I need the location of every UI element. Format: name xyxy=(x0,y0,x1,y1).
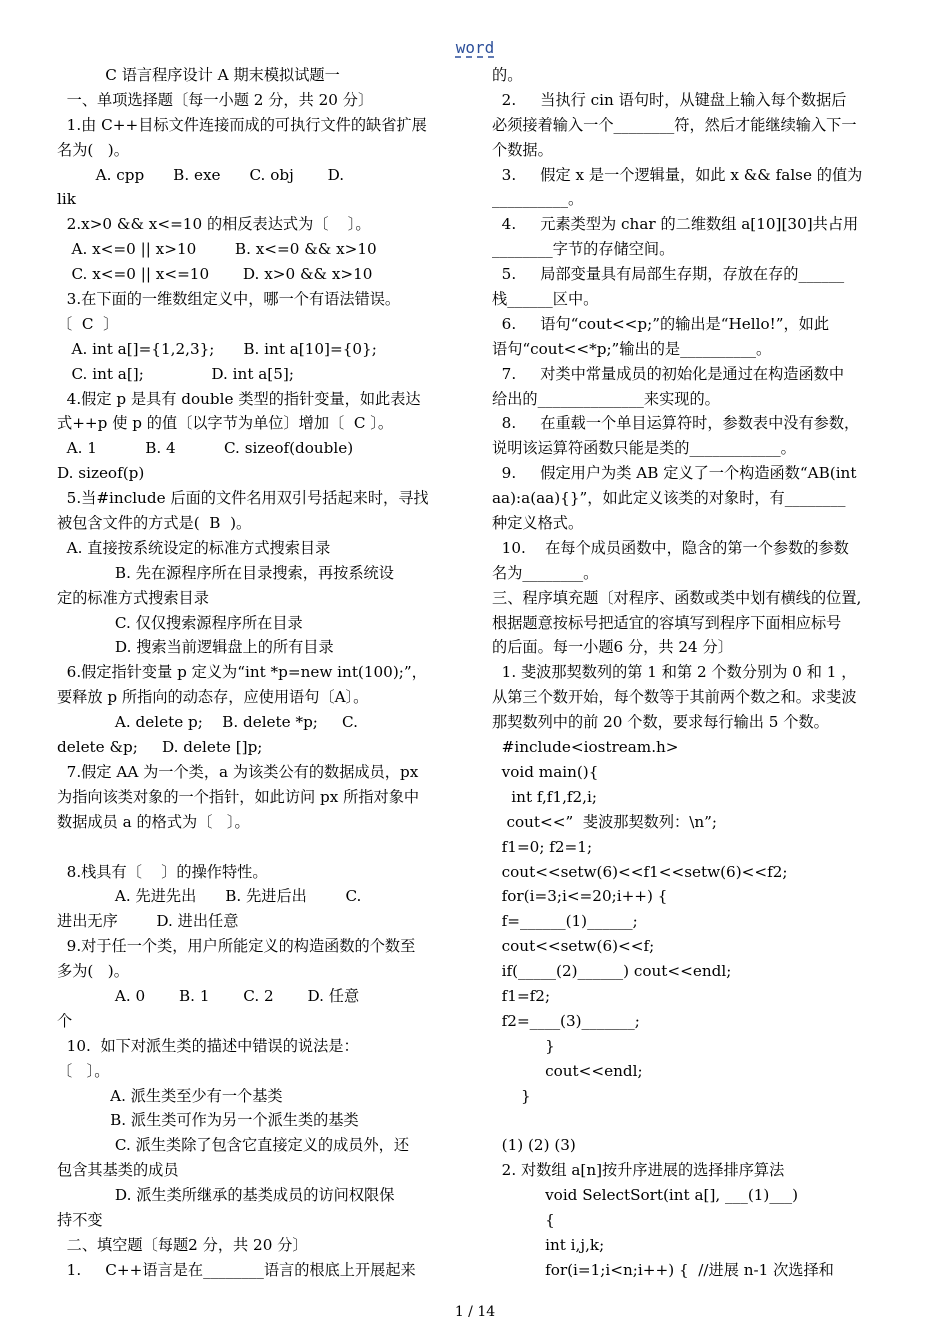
text-line: 7.假定 AA 为一个类，a 为该类公有的数据成员，px xyxy=(57,762,419,781)
text-line: A. delete p; B. delete *p; C. xyxy=(57,713,358,732)
text-line: 9.对于任一个类，用户所能定义的构造函数的个数至 xyxy=(57,937,416,956)
text-line: B. 先在源程序所在目录搜索，再按系统设 xyxy=(57,563,394,582)
text-line: 1. 斐波那契数列的第 1 和第 2 个数分别为 0 和 1 ， xyxy=(492,663,857,682)
text-line: 名为________。 xyxy=(492,563,599,582)
text-line: 从第三个数开始，每个数等于其前两个数之和。求斐波 xyxy=(492,688,857,707)
text-line: 式++p 使 p 的值〔以字节为单位〕增加〔 C 〕。 xyxy=(57,414,394,433)
text-line: A. x<=0 || x>10 B. x<=0 && x>10 xyxy=(57,240,377,259)
text-line: void main(){ xyxy=(492,762,599,781)
text-line: f2=____(3)_______; xyxy=(492,1011,640,1030)
text-line: A. 0 B. 1 C. 2 D. 任意 xyxy=(57,986,360,1005)
text-line: 6.假定指针变量 p 定义为“int *p=new int(100);”， xyxy=(57,663,427,682)
text-line: 数据成员 a 的格式为〔 〕。 xyxy=(57,812,250,831)
text-line: cout<<” 斐波那契数列：\n”; xyxy=(492,812,717,831)
text-line: cout<<setw(6)<<f; xyxy=(492,937,655,956)
text-line: delete &p; D. delete []p; xyxy=(57,738,263,757)
text-line: 个 xyxy=(57,1011,73,1030)
text-line xyxy=(492,1108,894,1133)
text-line: B. 派生类可作为另一个派生类的基类 xyxy=(57,1111,359,1130)
text-line: void SelectSort(int a[], ___(1)___) xyxy=(492,1186,799,1205)
text-line: 5. 局部变量具有局部生存期，存放在存的______ xyxy=(492,265,845,284)
text-line: 说明该运算符函数只能是类的____________。 xyxy=(492,439,796,458)
text-line: 的。 xyxy=(492,66,523,84)
text-line: 10. 在每个成员函数中，隐含的第一个参数的参数 xyxy=(492,538,849,557)
text-line: aa):a(aa){}”，如此定义该类的对象时，有________ xyxy=(492,489,846,508)
text-line: cout<<setw(6)<<f1<<setw(6)<<f2; xyxy=(492,862,788,881)
text-line: C. x<=0 || x<=10 D. x>0 && x>10 xyxy=(57,265,373,284)
text-line: 个数据。 xyxy=(492,140,553,159)
text-line: D. 派生类所继承的基类成员的访问权限保 xyxy=(57,1186,395,1205)
text-line: 必须接着输入一个________符，然后才能继续输入下一 xyxy=(492,115,857,134)
text-line: 一、单项选择题〔每一小题 2 分，共 20 分〕 xyxy=(57,90,374,109)
text-line: f1=f2; xyxy=(492,986,551,1005)
text-line: D. 搜索当前逻辑盘上的所有目录 xyxy=(57,638,334,657)
text-line: for(i=3;i<=20;i++) { xyxy=(492,887,668,906)
text-line: C. 仅仅搜索源程序所在目录 xyxy=(57,613,303,632)
text-line: A. 直接按系统设定的标准方式搜索目录 xyxy=(57,538,331,557)
text-line: 二、填空题〔每题2 分，共 20 分〕 xyxy=(57,1235,308,1254)
text-line: A. 派生类至少有一个基类 xyxy=(57,1086,283,1105)
text-line: C. 派生类除了包含它直接定义的成员外，还 xyxy=(57,1136,410,1155)
text-line: 语句“cout<<*p;”输出的是__________。 xyxy=(492,339,772,358)
text-line: 7. 对类中常量成员的初始化是通过在构造函数中 xyxy=(492,364,845,383)
right-column xyxy=(492,63,894,1283)
text-line: if(_____(2)______) cout<<endl; xyxy=(492,962,732,981)
text-line: 8.栈具有〔 〕的操作特性。 xyxy=(57,862,268,881)
text-line: for(i=1;i<n;i++) { //进展 n-1 次选择和 xyxy=(492,1260,834,1279)
text-line: f=______(1)______; xyxy=(492,912,638,931)
text-line: A. 1 B. 4 C. sizeof(double) xyxy=(57,439,354,458)
text-line: 2. 对数组 a[n]按升序进展的选择排序算法 xyxy=(492,1161,785,1180)
text-line: (1) (2) (3) xyxy=(492,1136,576,1155)
text-line: A. int a[]={1,2,3}; B. int a[10]={0}; xyxy=(57,339,377,358)
text-line: 1.由 C++目标文件连接而成的可执行文件的缺省扩展 xyxy=(57,115,427,134)
text-line: 要释放 p 所指向的动态存，应使用语句〔A〕。 xyxy=(57,688,369,707)
text-line xyxy=(57,835,461,860)
text-line: 1. C++语言是在________语言的根底上开展起来 xyxy=(57,1260,416,1279)
text-line: __________。 xyxy=(492,190,584,209)
text-line: 名为( )。 xyxy=(57,140,129,159)
text-line: 〔 C 〕 xyxy=(57,314,119,333)
text-line: D. sizeof(p) xyxy=(57,464,145,483)
text-line: 6. 语句“cout<<p;”的输出是“Hello!”，如此 xyxy=(492,314,830,333)
text-line: A. cpp B. exe C. obj D. xyxy=(57,165,345,184)
text-line: 那契数列中的前 20 个数，要求每行输出 5 个数。 xyxy=(492,713,829,732)
text-line: A. 先进先出 B. 先进后出 C. xyxy=(57,887,362,906)
text-line: 定的标准方式搜索目录 xyxy=(57,588,209,607)
text-line: 三、程序填充题〔对程序、函数或类中划有横线的位置, xyxy=(492,588,862,607)
word-link[interactable]: word xyxy=(455,38,495,57)
text-line: C. int a[]; D. int a[5]; xyxy=(57,364,294,383)
text-line: } xyxy=(492,1086,531,1105)
text-line: 为指向该类对象的一个指针，如此访问 px 所指对象中 xyxy=(57,787,420,806)
text-line: ________字节的存储空间。 xyxy=(492,240,675,259)
text-line: 8. 在重载一个单目运算符时，参数表中没有参数， xyxy=(492,414,860,433)
text-line: 包含其基类的成员 xyxy=(57,1161,179,1180)
text-line: C 语言程序设计 A 期末模拟试题一 xyxy=(57,66,340,84)
text-line: 进出无序 D. 进出任意 xyxy=(57,912,239,931)
text-line: 3.在下面的一维数组定义中，哪一个有语法错误。 xyxy=(57,290,401,309)
text-line: 多为( )。 xyxy=(57,962,129,981)
text-line: lik xyxy=(57,190,76,209)
text-line: 根据题意按标号把适宜的容填写到程序下面相应标号 xyxy=(492,613,842,632)
text-line: int i,j,k; xyxy=(492,1235,605,1254)
text-line: 栈______区中。 xyxy=(492,290,599,309)
page-number: 1 / 14 xyxy=(454,1304,496,1320)
text-line: 种定义格式。 xyxy=(492,514,584,533)
text-line: 2.x>0 && x<=10 的相反表达式为〔 〕。 xyxy=(57,215,371,234)
text-line: 3. 假定 x 是一个逻辑量，如此 x && false 的值为 xyxy=(492,165,863,184)
text-line: 9. 假定用户为类 AB 定义了一个构造函数“AB(int xyxy=(492,464,857,483)
text-line: 4.假定 p 是具有 double 类型的指针变量，如此表达 xyxy=(57,389,421,408)
text-line: 的后面。每一小题6 分，共 24 分〕 xyxy=(492,638,733,657)
text-line: { xyxy=(492,1210,555,1229)
text-line: 被包含文件的方式是( B )。 xyxy=(57,514,252,533)
left-column xyxy=(57,63,461,1283)
text-line: 10. 如下对派生类的描述中错误的说法是： xyxy=(57,1036,359,1055)
text-line: 持不变 xyxy=(57,1210,103,1229)
text-line: 2. 当执行 cin 语句时，从键盘上输入每个数据后 xyxy=(492,90,847,109)
text-line: } xyxy=(492,1036,555,1055)
text-line: 给出的______________来实现的。 xyxy=(492,389,720,408)
text-line: 4. 元素类型为 char 的二维数组 a[10][30]共占用 xyxy=(492,215,859,234)
text-line: f1=0; f2=1; xyxy=(492,837,593,856)
text-line: 5.当#include 后面的文件名用双引号括起来时，寻找 xyxy=(57,489,429,508)
text-line: 〔 〕。 xyxy=(57,1061,110,1080)
text-line: int f,f1,f2,i; xyxy=(492,787,597,806)
text-line: #include<iostream.h> xyxy=(492,738,679,757)
text-line: cout<<endl; xyxy=(492,1061,643,1080)
